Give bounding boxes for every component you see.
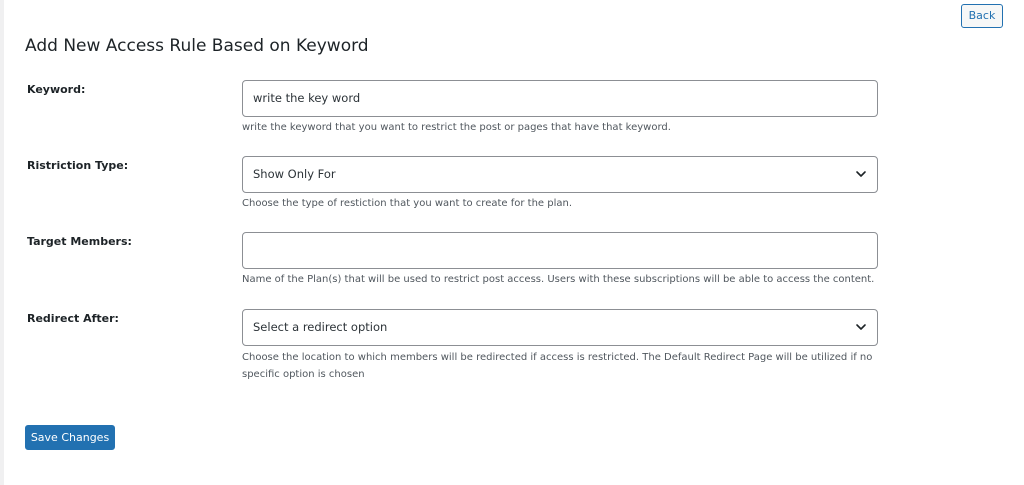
restriction-type-label: Ristriction Type:: [27, 159, 129, 172]
keyword-description: write the keyword that you want to restrict the post or pages that have that keyword.: [242, 122, 671, 133]
chevron-down-icon: [853, 166, 869, 182]
redirect-after-label: Redirect After:: [27, 312, 119, 325]
redirect-after-description: Choose the location to which members will be redirected if access is restricted. The Default Redirect Page will be utilized if no specific option is chosen: [242, 352, 873, 380]
redirect-after-select[interactable]: [242, 309, 878, 346]
target-members-label: Target Members:: [27, 235, 132, 248]
restriction-type-select[interactable]: [242, 156, 878, 193]
page-title: Add New Access Rule Based on Keyword: [25, 36, 369, 56]
save-changes-button[interactable]: Save Changes: [25, 425, 115, 450]
restriction-type-value: Show Only For: [253, 167, 336, 181]
target-members-description: Name of the Plan(s) that will be used to restrict post access. Users with these subscriptions will be able to access the content.: [242, 274, 875, 285]
keyword-input-placeholder: write the key word: [253, 91, 361, 105]
admin-sidebar-edge: [0, 0, 4, 485]
chevron-down-icon: [853, 319, 869, 335]
target-members-input[interactable]: [242, 232, 878, 269]
keyword-input[interactable]: [242, 80, 878, 117]
redirect-after-value: Select a redirect option: [253, 320, 388, 334]
restriction-type-description: Choose the type of restiction that you want to create for the plan.: [242, 198, 573, 209]
back-button[interactable]: Back: [961, 4, 1003, 28]
keyword-label: Keyword:: [27, 83, 86, 96]
